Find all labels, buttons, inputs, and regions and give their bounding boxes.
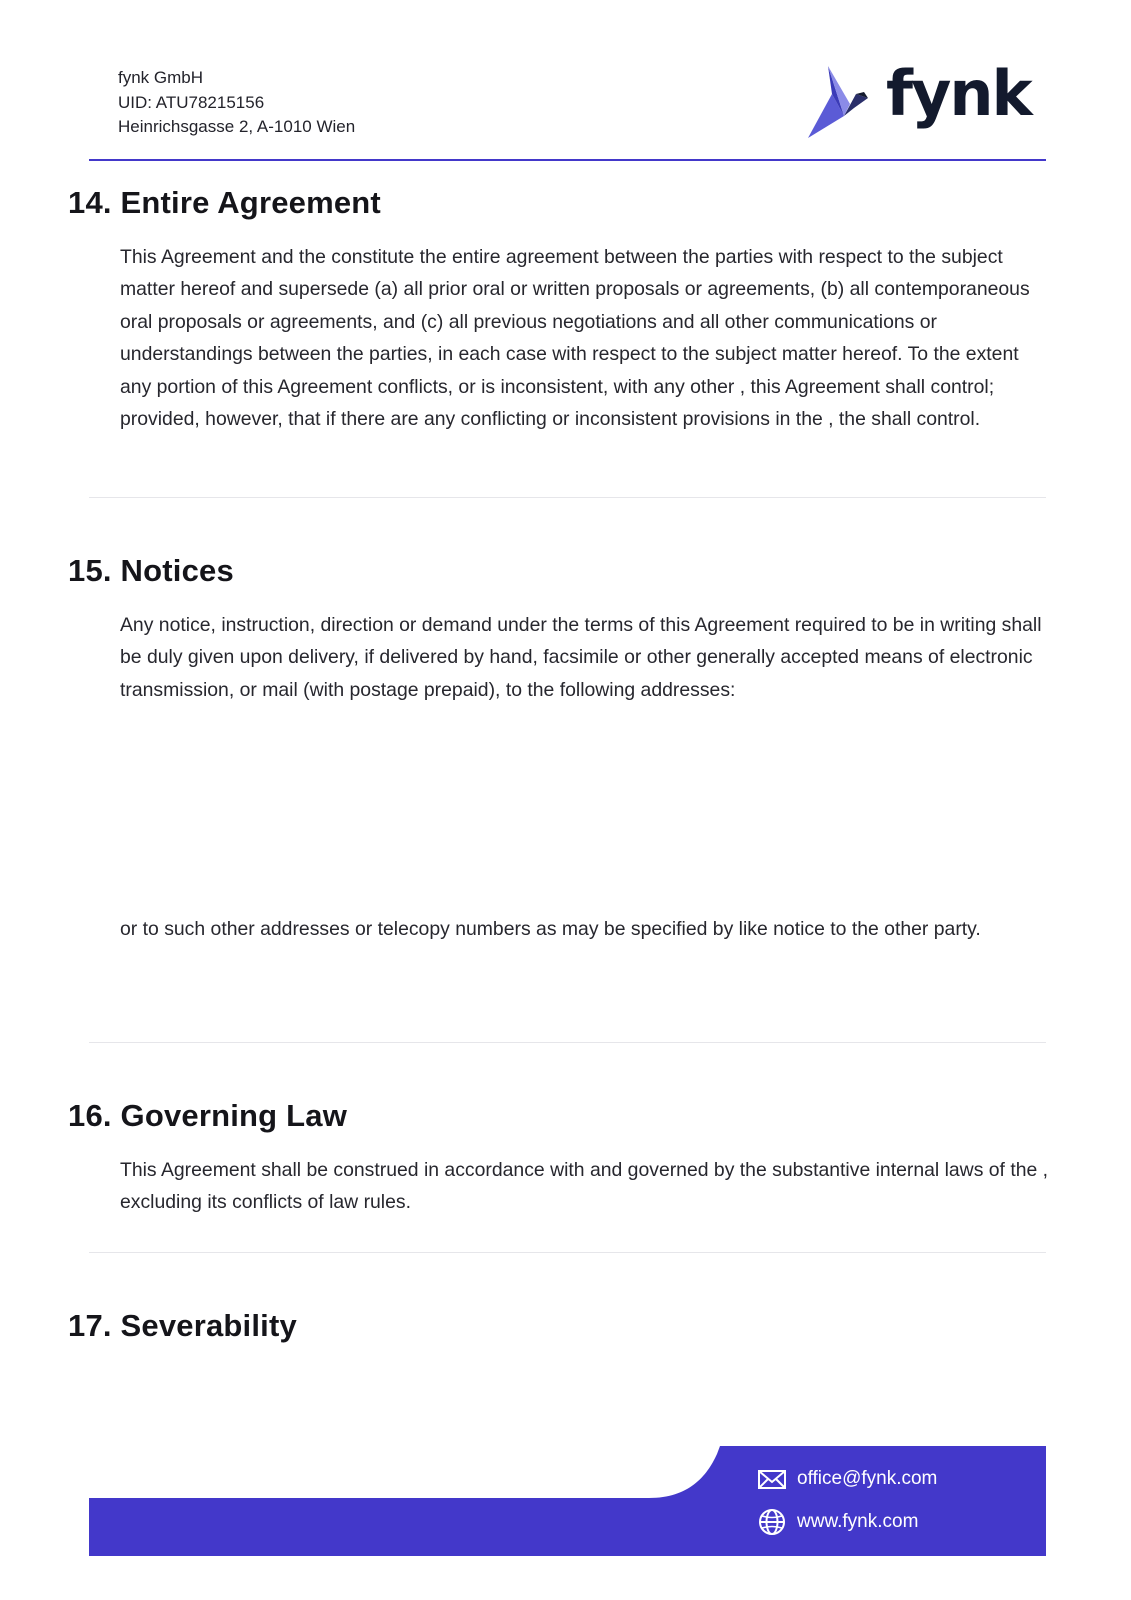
section-heading: 15. Notices xyxy=(68,553,234,588)
company-info xyxy=(118,66,355,140)
bird-logo-icon xyxy=(806,64,876,144)
footer-email[interactable] xyxy=(757,1464,937,1494)
section-divider xyxy=(89,1252,1046,1253)
section-severability xyxy=(68,1308,1046,1344)
section-governing-law xyxy=(68,1098,1049,1219)
company-name: fynk GmbH xyxy=(118,68,204,87)
logo-wordmark: fynk xyxy=(886,57,1031,130)
section-entire-agreement xyxy=(68,185,1046,435)
section-heading: 16. Governing Law xyxy=(68,1098,348,1133)
section-notices xyxy=(68,553,1046,946)
section-paragraph: Any notice, instruction, direction or demand under the terms of this Agreement required to be in writing shall be duly given upon delivery, if delivered by hand, facsimile or other generally accepted means of electronic transmission, or mail (with postage prepaid), to the following addresses: xyxy=(120,614,1042,701)
footer-band xyxy=(89,1446,1046,1556)
footer xyxy=(89,1446,1046,1556)
section-divider xyxy=(89,497,1046,498)
header-divider xyxy=(89,159,1046,161)
company-address: Heinrichsgasse 2, A-1010 Wien xyxy=(118,117,356,136)
section-paragraph: This Agreement shall be construed in accordance with and governed by the substantive internal laws of the , excluding its conflicts of law rules. xyxy=(120,1159,1049,1214)
section-heading: 17. Severability xyxy=(68,1308,297,1343)
fynk-logo xyxy=(806,57,1031,142)
section-heading: 14. Entire Agreement xyxy=(68,185,381,220)
footer-email-text: office@fynk.com xyxy=(797,1468,938,1489)
section-paragraph: or to such other addresses or telecopy numbers as may be specified by like notice to the other party. xyxy=(120,918,981,941)
company-uid: UID: ATU78215156 xyxy=(118,92,265,112)
globe-icon xyxy=(757,1507,787,1537)
section-divider xyxy=(89,1042,1046,1043)
section-paragraph: This Agreement and the constitute the entire agreement between the parties with respect to the subject matter hereof and supersede (a) all prior oral or written proposals or agreements, (b) all contemporaneous oral proposals or agreements, and (c) all previous negotiations and all other communications or understandings between the parties, in each case with respect to the subject matter hereof. To the extent any portion of this Agreement conflicts, or is inconsistent, with any other , this Agreement shall control; provided, however, that if there are any conflicting or inconsistent provisions in the , the shall control. xyxy=(120,246,1030,431)
footer-website-text: www.fynk.com xyxy=(797,1511,919,1532)
footer-website[interactable] xyxy=(757,1507,918,1537)
envelope-icon xyxy=(757,1464,787,1494)
